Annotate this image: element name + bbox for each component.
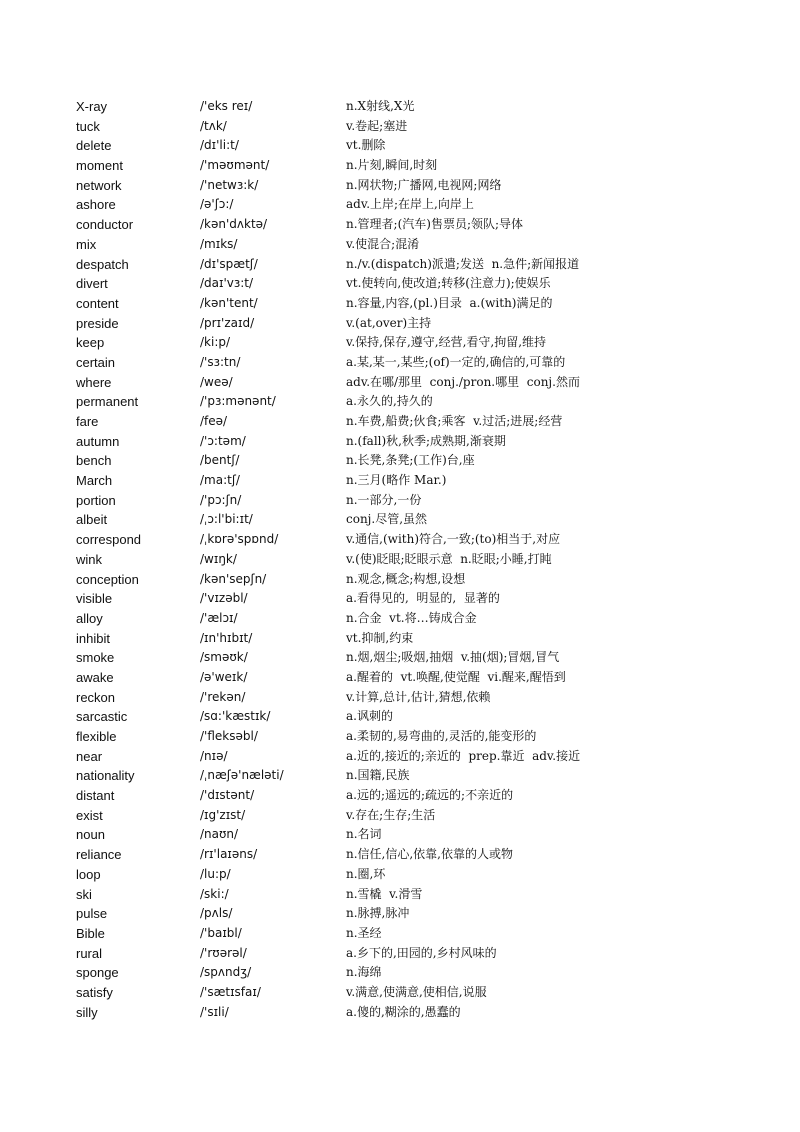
vocab-row: [0, 294, 800, 314]
vocab-word: reckon: [76, 689, 116, 705]
vocab-definition: n.名词: [346, 827, 382, 842]
vocab-definition: a.远的;遥远的;疏远的;不亲近的: [346, 788, 514, 803]
vocab-phonetic: /'dɪstənt/: [200, 788, 255, 803]
vocab-phonetic: /ki:p/: [200, 335, 231, 350]
vocab-word: portion: [76, 492, 116, 508]
vocab-word: Bible: [76, 925, 105, 941]
vocab-row: [0, 668, 800, 688]
vocab-row: [0, 727, 800, 747]
vocab-word: correspond: [76, 532, 142, 548]
vocab-word: smoke: [76, 650, 115, 666]
vocab-word: divert: [76, 276, 108, 292]
vocab-row: [0, 314, 800, 334]
vocab-definition: n.网状物;广播网,电视网;网络: [346, 177, 502, 192]
vocab-word: sponge: [76, 965, 119, 981]
vocab-word: wink: [76, 551, 103, 567]
vocab-phonetic: /kən'tent/: [200, 295, 258, 310]
vocab-word: mix: [76, 236, 97, 252]
vocab-definition: a.永久的,持久的: [346, 394, 433, 409]
vocab-word: pulse: [76, 906, 108, 922]
vocab-row: [0, 904, 800, 924]
vocab-word: near: [76, 748, 103, 764]
vocab-phonetic: /lu:p/: [200, 866, 231, 881]
vocab-definition: n.国籍,民族: [346, 768, 410, 783]
vocab-phonetic: /tʌk/: [200, 118, 227, 133]
vocab-definition: a.讽刺的: [346, 709, 393, 724]
vocab-phonetic: /prɪ'zaɪd/: [200, 315, 255, 330]
vocab-definition: v.(at,over)主持: [346, 315, 432, 330]
vocab-definition: vt.抑制,约束: [346, 630, 414, 645]
vocab-word: visible: [76, 591, 113, 607]
vocab-row: [0, 845, 800, 865]
vocab-row: [0, 412, 800, 432]
vocab-phonetic: /'vɪzəbl/: [200, 591, 248, 606]
vocab-phonetic: /'netwɜ:k/: [200, 177, 259, 192]
vocab-word: reliance: [76, 847, 122, 863]
vocab-definition: a.乡下的,田园的,乡村风味的: [346, 945, 497, 960]
vocab-word: exist: [76, 807, 103, 823]
vocab-word: conception: [76, 571, 139, 587]
vocab-row: [0, 806, 800, 826]
vocab-phonetic: /'ɔ:təm/: [200, 433, 246, 448]
vocab-definition: n.管理者;(汽车)售票员;领队;导体: [346, 217, 524, 232]
vocab-row: [0, 1003, 800, 1023]
vocab-row: [0, 609, 800, 629]
vocab-phonetic: /ə'ʃɔ:/: [200, 197, 234, 212]
vocab-phonetic: /'pɔ:ʃn/: [200, 492, 242, 507]
vocab-row: [0, 766, 800, 786]
vocab-row: [0, 195, 800, 215]
vocab-word: bench: [76, 453, 112, 469]
vocab-definition: a.醒着的 vt.唤醒,使觉醒 vi.醒来,醒悟到: [346, 669, 566, 684]
vocab-phonetic: /sməʊk/: [200, 650, 248, 665]
vocab-word: where: [76, 374, 112, 390]
vocab-phonetic: /rɪ'laɪəns/: [200, 847, 258, 862]
vocab-row: [0, 983, 800, 1003]
vocab-definition: vt.使转向,使改道;转移(注意力);使娱乐: [346, 276, 551, 291]
vocab-row: [0, 550, 800, 570]
vocab-word: inhibit: [76, 630, 110, 646]
vocab-phonetic: /ski:/: [200, 886, 229, 901]
vocab-definition: n./v.(dispatch)派遣;发送 n.急件;新闻报道: [346, 256, 580, 271]
vocab-definition: n.X射线,X光: [346, 99, 415, 113]
vocab-definition: n.三月(略作 Mar.): [346, 473, 447, 488]
vocab-definition: n.车费,船费;伙食;乘客 v.过活;进展;经营: [346, 414, 563, 428]
vocab-definition: n.容量,内容,(pl.)目录 a.(with)满足的: [346, 295, 553, 310]
vocab-definition: v.存在;生存;生活: [346, 807, 436, 822]
vocab-phonetic: /sɑ:'kæstɪk/: [200, 709, 271, 724]
vocab-phonetic: /'məʊmənt/: [200, 158, 270, 173]
vocab-phonetic: /ɪn'hɪbɪt/: [200, 630, 253, 645]
vocab-word: X-ray: [76, 99, 108, 114]
vocab-phonetic: /wɪŋk/: [200, 551, 237, 566]
vocab-row: [0, 432, 800, 452]
vocab-definition: vt.删除: [346, 138, 386, 153]
vocab-word: despatch: [76, 256, 129, 272]
vocab-word: March: [76, 473, 113, 489]
vocab-phonetic: /'pɜ:mənənt/: [200, 394, 276, 409]
vocab-row: [0, 570, 800, 590]
vocab-word: fare: [76, 414, 99, 429]
vocab-definition: n.合金 vt.将…铸成合金: [346, 610, 477, 625]
vocab-phonetic: /ə'weɪk/: [200, 669, 248, 684]
vocab-row: [0, 471, 800, 491]
vocab-row: [0, 530, 800, 550]
vocab-word: autumn: [76, 433, 120, 449]
vocab-phonetic: /'rʊərəl/: [200, 945, 247, 960]
vocab-definition: n.圈,环: [346, 866, 386, 881]
vocab-phonetic: /kən'sepʃn/: [200, 571, 267, 586]
vocab-word: noun: [76, 827, 105, 843]
vocab-definition: v.满意,使满意,使相信,说服: [346, 984, 487, 999]
vocab-phonetic: /'sætɪsfaɪ/: [200, 984, 261, 999]
vocab-phonetic: /'sɪli/: [200, 1004, 229, 1019]
vocab-phonetic: /ma:tʃ/: [200, 473, 240, 488]
vocab-row: [0, 491, 800, 511]
vocab-row: [0, 451, 800, 471]
vocab-definition: n.圣经: [346, 925, 382, 940]
vocab-row: [0, 825, 800, 845]
vocab-word: loop: [76, 866, 101, 882]
vocab-phonetic: /pʌls/: [200, 906, 233, 921]
vocab-phonetic: /mɪks/: [200, 236, 238, 251]
vocab-definition: adv.上岸;在岸上,向岸上: [346, 197, 474, 212]
vocab-definition: n.一部分,一份: [346, 492, 422, 507]
vocab-word: delete: [76, 138, 112, 154]
vocab-row: [0, 333, 800, 353]
vocab-phonetic: /dɪ'li:t/: [200, 138, 239, 153]
vocab-definition: v.通信,(with)符合,一致;(to)相当于,对应: [346, 532, 561, 547]
vocab-phonetic: /spʌndʒ/: [200, 965, 252, 980]
vocab-definition: n.长凳,条凳;(工作)台,座: [346, 453, 475, 468]
vocab-row: [0, 156, 800, 176]
vocab-phonetic: /nɪə/: [200, 748, 228, 763]
vocab-definition: adv.在哪/那里 conj./pron.哪里 conj.然而: [346, 374, 580, 389]
vocab-definition: a.某,某一,某些;(of)一定的,确信的,可靠的: [346, 354, 566, 369]
vocab-word: conductor: [76, 217, 134, 233]
vocab-row: [0, 274, 800, 294]
vocab-phonetic: /'sɜ:tn/: [200, 354, 241, 369]
vocab-word: moment: [76, 158, 123, 174]
vocab-phonetic: /dɪ'spætʃ/: [200, 256, 258, 271]
vocab-row: [0, 885, 800, 905]
vocab-definition: n.片刻,瞬间,时刻: [346, 158, 438, 173]
vocab-definition: a.傻的,糊涂的,愚蠢的: [346, 1004, 461, 1019]
vocab-phonetic: /kən'dʌktə/: [200, 217, 268, 232]
vocab-row: [0, 510, 800, 530]
vocab-row: [0, 392, 800, 412]
vocab-word: rural: [76, 945, 103, 961]
vocab-phonetic: /'baɪbl/: [200, 925, 242, 940]
vocab-row: [0, 944, 800, 964]
vocab-phonetic: /'fleksəbl/: [200, 729, 258, 743]
vocab-phonetic: /'eks reɪ/: [200, 99, 253, 113]
vocab-word: content: [76, 295, 119, 311]
vocab-word: certain: [76, 354, 116, 370]
vocab-word: ski: [76, 886, 92, 902]
vocab-definition: n.脉搏,脉冲: [346, 906, 410, 921]
vocab-phonetic: /daɪ'vɜ:t/: [200, 276, 254, 291]
vocab-row: [0, 235, 800, 255]
vocab-definition: v.卷起;塞进: [346, 118, 408, 133]
vocab-word: alloy: [76, 610, 103, 626]
vocab-word: sarcastic: [76, 709, 128, 725]
vocab-definition: v.保持,保存,遵守,经营,看守,拘留,维持: [346, 335, 547, 350]
vocab-definition: a.近的,接近的;亲近的 prep.靠近 adv.接近: [346, 748, 581, 763]
vocab-list: [0, 97, 800, 1022]
vocab-word: distant: [76, 788, 115, 804]
vocab-row: [0, 117, 800, 137]
vocab-row: [0, 589, 800, 609]
vocab-row: [0, 747, 800, 767]
vocab-row: [0, 648, 800, 668]
vocab-word: network: [76, 177, 122, 193]
vocab-word: flexible: [76, 729, 117, 744]
vocab-row: [0, 97, 800, 117]
vocab-word: nationality: [76, 768, 135, 784]
vocab-phonetic: /ˌkɒrə'spɒnd/: [200, 532, 279, 547]
vocab-definition: a.看得见的, 明显的, 显著的: [346, 591, 500, 606]
vocab-row: [0, 255, 800, 275]
vocab-definition: n.烟,烟尘;吸烟,抽烟 v.抽(烟);冒烟,冒气: [346, 650, 560, 665]
vocab-phonetic: /ɪg'zɪst/: [200, 807, 246, 822]
vocab-row: [0, 707, 800, 727]
vocab-definition: v.(使)眨眼;眨眼示意 n.眨眼;小睡,打盹: [346, 551, 552, 566]
vocab-phonetic: /ˌnæʃə'næləti/: [200, 768, 284, 783]
vocab-row: [0, 865, 800, 885]
vocab-definition: v.使混合;混淆: [346, 236, 420, 251]
vocab-definition: n.(fall)秋,秋季;成熟期,渐衰期: [346, 433, 506, 448]
vocab-definition: n.海绵: [346, 965, 382, 980]
vocab-definition: n.雪橇 v.滑雪: [346, 886, 423, 901]
vocab-row: [0, 373, 800, 393]
vocab-word: tuck: [76, 118, 100, 134]
vocab-row: [0, 924, 800, 944]
vocab-definition: conj.尽管,虽然: [346, 512, 428, 527]
vocab-definition: n.信任,信心,依靠,依靠的人或物: [346, 847, 513, 862]
vocab-word: preside: [76, 315, 119, 331]
vocab-definition: n.观念,概念;构想,设想: [346, 571, 466, 586]
vocab-word: ashore: [76, 197, 116, 213]
vocab-row: [0, 136, 800, 156]
vocab-row: [0, 176, 800, 196]
vocab-definition: v.计算,总计,估计,猜想,依赖: [346, 689, 491, 704]
vocab-phonetic: /naʊn/: [200, 827, 239, 842]
vocab-phonetic: /'rekən/: [200, 689, 246, 704]
vocab-phonetic: /feə/: [200, 414, 228, 428]
vocab-word: satisfy: [76, 984, 113, 1000]
vocab-row: [0, 786, 800, 806]
vocab-word: albeit: [76, 512, 108, 528]
vocab-word: silly: [76, 1004, 98, 1020]
vocab-phonetic: /bentʃ/: [200, 453, 240, 468]
vocab-phonetic: /weə/: [200, 374, 233, 389]
vocab-word: permanent: [76, 394, 139, 410]
vocab-row: [0, 963, 800, 983]
vocab-phonetic: /ˌɔ:l'bi:ɪt/: [200, 512, 253, 527]
vocab-row: [0, 688, 800, 708]
vocab-word: awake: [76, 669, 114, 685]
vocab-definition: a.柔韧的,易弯曲的,灵活的,能变形的: [346, 729, 537, 743]
vocab-row: [0, 353, 800, 373]
vocab-word: keep: [76, 335, 105, 351]
vocab-row: [0, 629, 800, 649]
vocab-phonetic: /'ælɔɪ/: [200, 610, 238, 625]
vocab-row: [0, 215, 800, 235]
